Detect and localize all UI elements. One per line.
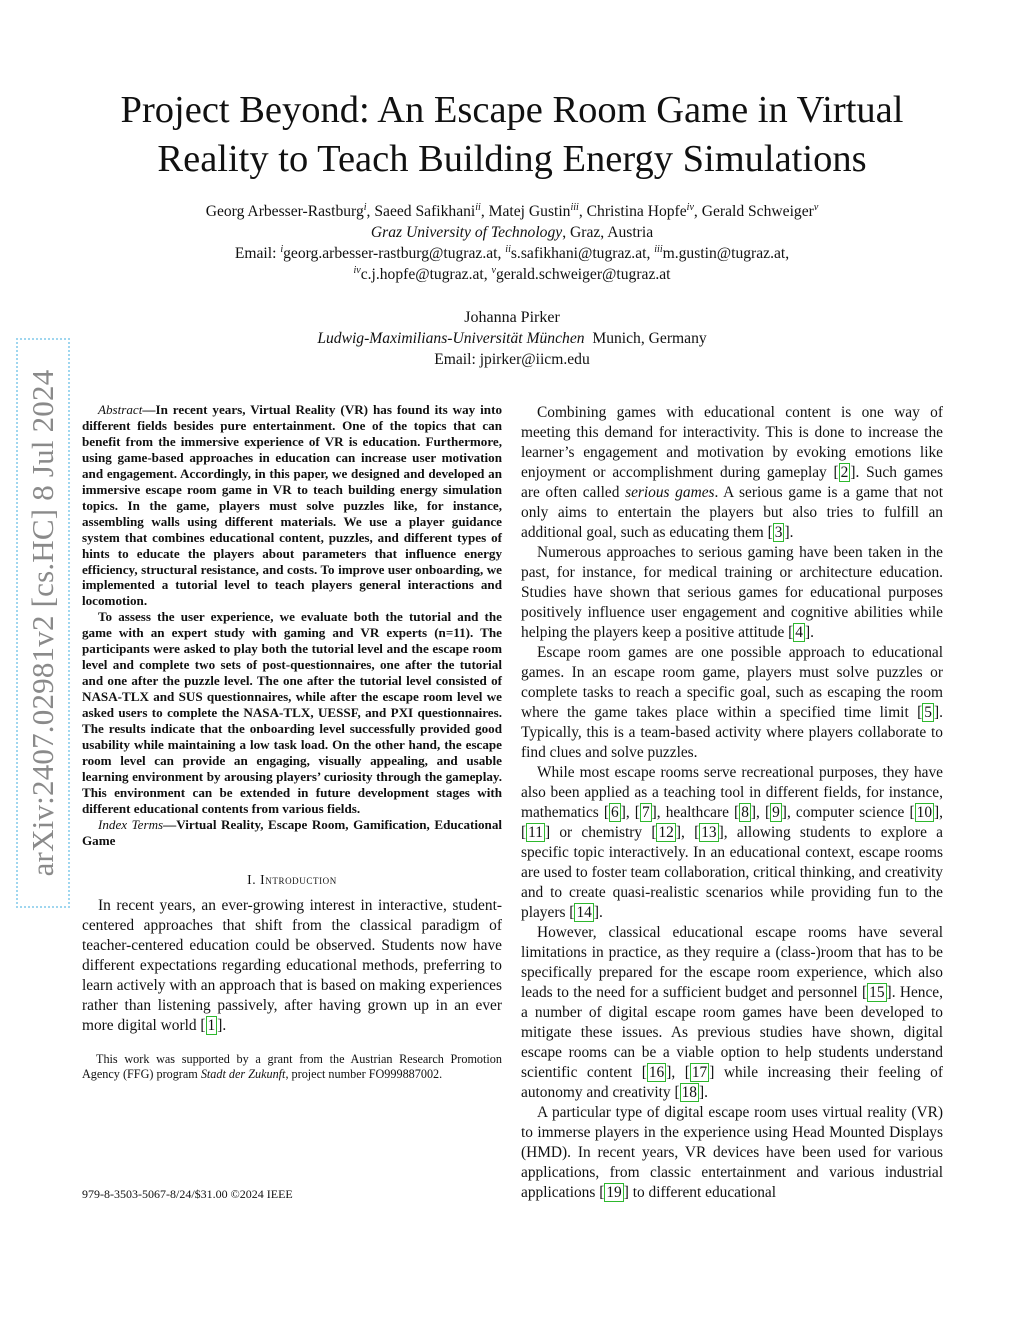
email-address[interactable]: m.gustin@tugraz.at,: [662, 245, 790, 262]
paragraph-text: Numerous approaches to serious gaming have been taken in the past, for instance, for medical training or architecture education. Studies have shown that serious games for educational purposes positively influence user engagement and cognitive abilities while helping the players keep a positive attitude: [521, 544, 943, 641]
paragraph-text: . Such games are often called: [521, 464, 943, 501]
paragraph-text: However, classical educational escape rooms have several limitations in practice, as they require a (class-)room that has to be specifically prepared for the escape room experience, which also leads to the need for a sufficient budget and personnel: [521, 924, 943, 1001]
intro-body: [82, 896, 502, 1036]
citation-link[interactable]: 12: [658, 824, 674, 841]
author-name: , Saeed Safikhani: [366, 203, 476, 220]
affiliation-institution: Ludwig-Maximilians-Universität München: [317, 330, 585, 347]
paragraph-text: , computer science: [786, 804, 910, 821]
email-address[interactable]: c.j.hopfe@tugraz.at,: [360, 266, 492, 283]
affiliation-location: Munich, Germany: [584, 330, 707, 347]
right-column: [521, 403, 943, 1203]
citation-link[interactable]: 8: [741, 804, 749, 821]
body-paragraph-3: Escape room games are one possible approach to educational games. In an escape room game, players must solve puzzles or complete tasks to reach a specific goal, such as escaping the room where the game takes place within a specified time limit [ 5 ]. Typically, this is a team-based activity where players collaborate to find clues and solve puzzles.: [521, 644, 943, 761]
email-address[interactable]: s.safikhani@tugraz.at,: [510, 245, 655, 262]
author-sup: i: [363, 201, 367, 213]
paragraph-text: to different educational: [628, 1184, 777, 1201]
paragraph-text: , healthcare: [656, 804, 735, 821]
citation-link[interactable]: 16: [648, 1064, 665, 1081]
citation-link[interactable]: 15: [869, 984, 885, 1001]
author-sup: iii: [570, 201, 579, 213]
paragraph-text: . Hence, a number of digital escape room games have been developed to mitigate these issues. As previous studies have shown, digital escape rooms can be a viable option to help students understand scientific content: [521, 984, 943, 1081]
email-sup: ii: [505, 243, 511, 255]
footnote: [82, 1052, 502, 1083]
affiliation-location: , Graz, Austria: [562, 224, 654, 241]
citation-link[interactable]: 3: [774, 524, 783, 541]
author-name: Georg Arbesser-Rastburg: [205, 203, 364, 220]
body-paragraph-1: Combining games with educational content is one way of meeting this demand for interactivity. This is done to increase the learner’s engagement and motivation by evoking emotions like enjoyment or accomplishment during gameplay [ 2 ]. Such games are often called serious games. A serious game is a game that not only aims to entertain the players but also tries to fulfill an additional goal, such as educating them [ 3 ].: [521, 404, 943, 541]
author-sup: iv: [686, 201, 694, 213]
paragraph-text: , allowing students to explore a specific topic interactively. In an educational context, escape rooms are used to foster team collaboration, critical thinking, and creativity and to create quasi-realistic scenarios while providing fun to the players: [521, 824, 943, 921]
author-name: , Matej Gustin: [480, 203, 571, 220]
author-names: [60, 201, 964, 222]
emphasis-term: serious games: [625, 484, 715, 501]
abstract-paragraph-2: To assess the user experience, we evaluate both the tutorial and the game with an expert study with gaming and VR experts (n=11). The participants were asked to play both the tutorial level and the escape room level and complete two sets of post-questionnaires, one after the tutorial and one after the puzzle level. The one after the tutorial level consisted of NASA-TLX and SUS questionnaires, while after the escape room level we asked users to complete the NASA-TLX, UESSF, and PXI questionnaires. The results indicate that the onboarding level successfully provided good usability while maintaining a low task load. On the other hand, the escape room level can provide an engaging, visually appealing, and usable learning environment by arousing players’ curiosity through the gameplay. This environment can be extended in future development stages with different educational contents from various fields.: [82, 609, 502, 816]
paragraph-text: While most escape rooms serve recreational purposes, they have also been applied as a teaching tool in different fields, for instance, mathematics: [521, 764, 943, 821]
paragraph-text: Combining games with educational content is one way of meeting this demand for interactivity. This is done to increase the learner’s engagement and motivation by evoking emotions like enjoyment or accomplishment during gameplay: [521, 404, 943, 481]
second-author-affiliation: [60, 328, 964, 349]
arxiv-stamp-text: arXiv:2407.02981v2 [cs.HC] 8 Jul 2024: [25, 369, 60, 877]
author-block: [60, 201, 964, 285]
author-affiliation: [60, 222, 964, 243]
second-author-name: Johanna Pirker: [464, 309, 560, 326]
abstract: [82, 402, 502, 849]
body-paragraph-2: Numerous approaches to serious gaming have been taken in the past, for instance, for medical training or architecture education. Studies have shown that serious games for educational purposes positively influence user engagement and cognitive abilities while helping the players keep a positive attitude [ 4 ].: [521, 544, 943, 641]
author-name: , Christina Hopfe: [578, 203, 687, 220]
author-emails-line-1: [60, 243, 964, 264]
abstract-lead: Abstract: [98, 402, 143, 417]
paragraph-text: A particular type of digital escape room uses virtual reality (VR) to immerse players in the experience using Head Mounted Displays (HMD). In recent years, VR devices have been used for various applications, from classic entertainment and various industrial applications: [521, 1104, 943, 1201]
affiliation-institution: Graz University of Technology: [370, 224, 563, 241]
email-sup: i: [280, 243, 284, 255]
paragraph-text: while increasing their feeling of autonomy and creativity: [521, 1064, 944, 1101]
citation-link[interactable]: 2: [840, 464, 849, 481]
title-line-1: Project Beyond: An Escape Room Game in Virtual: [120, 89, 904, 131]
email-sup: iv: [353, 264, 361, 276]
citation-link[interactable]: 19: [606, 1184, 622, 1201]
citation-link[interactable]: 10: [916, 804, 933, 821]
section-title: Introduction: [260, 871, 337, 887]
paragraph-text: In recent years, an ever-growing interest in interactive, student-centered approaches that shift from the classical paradigm of teacher-centered education could be observed. Students now have different expectations regarding educational methods, preferring to learn actively with an approach that is based on making experiences rather than listening passively, after having grown up in an ever more digital world: [82, 896, 502, 1034]
intro-paragraph-1: In recent years, an ever-growing interest in interactive, student-centered approaches that shift from the classical paradigm of teacher-centered education could be observed. Students now have different expectations regarding educational methods, preferring to learn actively with an approach that is based on making experiences rather than listening passively, after having grown up in an ever more digital world [ 1 ].: [82, 896, 502, 1034]
paragraph-text: Escape room games are one possible approach to educational games. In an escape room game, players must solve puzzles or complete tasks to reach a specific goal, such as escaping the room where the game takes place within a specified time limit: [521, 644, 943, 721]
second-author-email[interactable]: Email: jpirker@iicm.edu: [434, 351, 590, 368]
second-author-block: [60, 307, 964, 370]
author-name: , Gerald Schweiger: [693, 203, 814, 220]
arxiv-stamp[interactable]: [16, 338, 70, 908]
email-sup: v: [491, 264, 496, 276]
body-paragraph-5: However, classical educational escape rooms have several limitations in practice, as they require a (class-)room that has to be specifically prepared for the escape room experience, which also leads to the need for a sufficient budget and personnel [ 15 ]. Hence, a number of digital escape room games have been developed to mitigate these issues. As previous studies have shown, digital escape rooms can be a viable option to help students understand scientific content [ 16 ], [ 17 ] while increasing their feeling of autonomy and creativity [ 18 ].: [521, 924, 944, 1101]
citation-link[interactable]: 6: [611, 804, 619, 821]
footnote-program: Stadt der Zukunft: [200, 1067, 286, 1082]
paper-title: [60, 86, 964, 184]
body-paragraph-4: While most escape rooms serve recreational purposes, they have also been applied as a teaching tool in different fields, for instance, mathematics [ 6 ], [ 7 ], healthcare [ 8 ], [ 9 ], computer science [ 10 ], [ 11 ] or chemistry [ 12 ], [ 13 ], allowing students to explore a specific topic interactively. In an educational context, escape rooms are used to foster team collaboration, critical thinking, and creativity and to create quasi-realistic scenarios while providing fun to the players [ 14 ].: [521, 764, 943, 921]
abstract-text: —In recent years, Virtual Reality (VR) has found its way into different fields besides pure entertainment. One of the topics that can benefit from the immersive experience of VR is education. Furthermore, using game-based approaches in education can increase user motivation and engagement. Accordingly, in this paper, we designed and developed an immersive escape room game in VR to teach building energy simulation topics. In the game, players must solve puzzles like, for instance, assembling walls using different materials. We use a player guidance system that combines educational content, puzzles, and different types of hints to educate the players about parameters that influence energy efficiency, structural resistance, and costs. To improve user onboarding, we implemented a tutorial level to teach players general interactions and locomotion.: [82, 402, 502, 609]
citation-link[interactable]: 4: [795, 624, 803, 641]
email-address[interactable]: georg.arbesser-rastburg@tugraz.at,: [283, 245, 506, 262]
section-numeral: I.: [247, 871, 261, 887]
index-terms-lead: Index Terms: [98, 816, 164, 832]
paragraph-text: . A serious game is a game that not only aims to entertain the players but also tries to fulfill an additional goal, such as educating them: [521, 484, 943, 541]
citation-link[interactable]: 18: [681, 1084, 697, 1101]
email-label: Email:: [234, 245, 281, 262]
email-address[interactable]: gerald.schweiger@tugraz.at: [495, 266, 671, 283]
footnote-text: This work was supported by a grant from the Austrian Research Promotion Agency (FFG) program: [82, 1051, 502, 1082]
author-emails-line-2: [60, 264, 964, 285]
email-sup: iii: [654, 243, 663, 255]
index-terms: [82, 817, 502, 849]
citation-link[interactable]: 9: [772, 804, 780, 821]
paragraph-text: . Typically, this is a team-based activity where players collaborate to find clues and solve puzzles.: [521, 704, 943, 761]
section-heading: [82, 872, 502, 888]
copyright-notice: 979-8-3503-5067-8/24/$31.00 ©2024 IEEE: [82, 1187, 293, 1201]
left-column: [82, 402, 502, 1083]
abstract-paragraph-1: [82, 402, 502, 609]
citation-link[interactable]: 7: [641, 804, 650, 821]
citation-link[interactable]: 13: [701, 824, 717, 841]
footnote-text: , project number FO999887002.: [285, 1067, 443, 1082]
citation-link[interactable]: 14: [576, 904, 592, 921]
author-sup: v: [813, 201, 819, 213]
citation-link[interactable]: 11: [528, 824, 543, 841]
citation-link[interactable]: 5: [924, 704, 932, 721]
citation-link[interactable]: 17: [691, 1064, 708, 1081]
title-line-2: Reality to Teach Building Energy Simulations: [157, 138, 867, 180]
paragraph-text: or chemistry: [550, 824, 652, 841]
body-paragraph-6: A particular type of digital escape room uses virtual reality (VR) to immerse players in the experience using Head Mounted Displays (HMD). In recent years, VR devices have been used for various applications, from classic entertainment and various industrial applications [ 19 ] to different educational: [521, 1104, 943, 1201]
author-sup: ii: [475, 201, 481, 213]
citation-link[interactable]: 1: [207, 1016, 216, 1034]
index-terms-text: —Virtual Reality, Escape Room, Gamification, Educational Game: [82, 816, 503, 848]
